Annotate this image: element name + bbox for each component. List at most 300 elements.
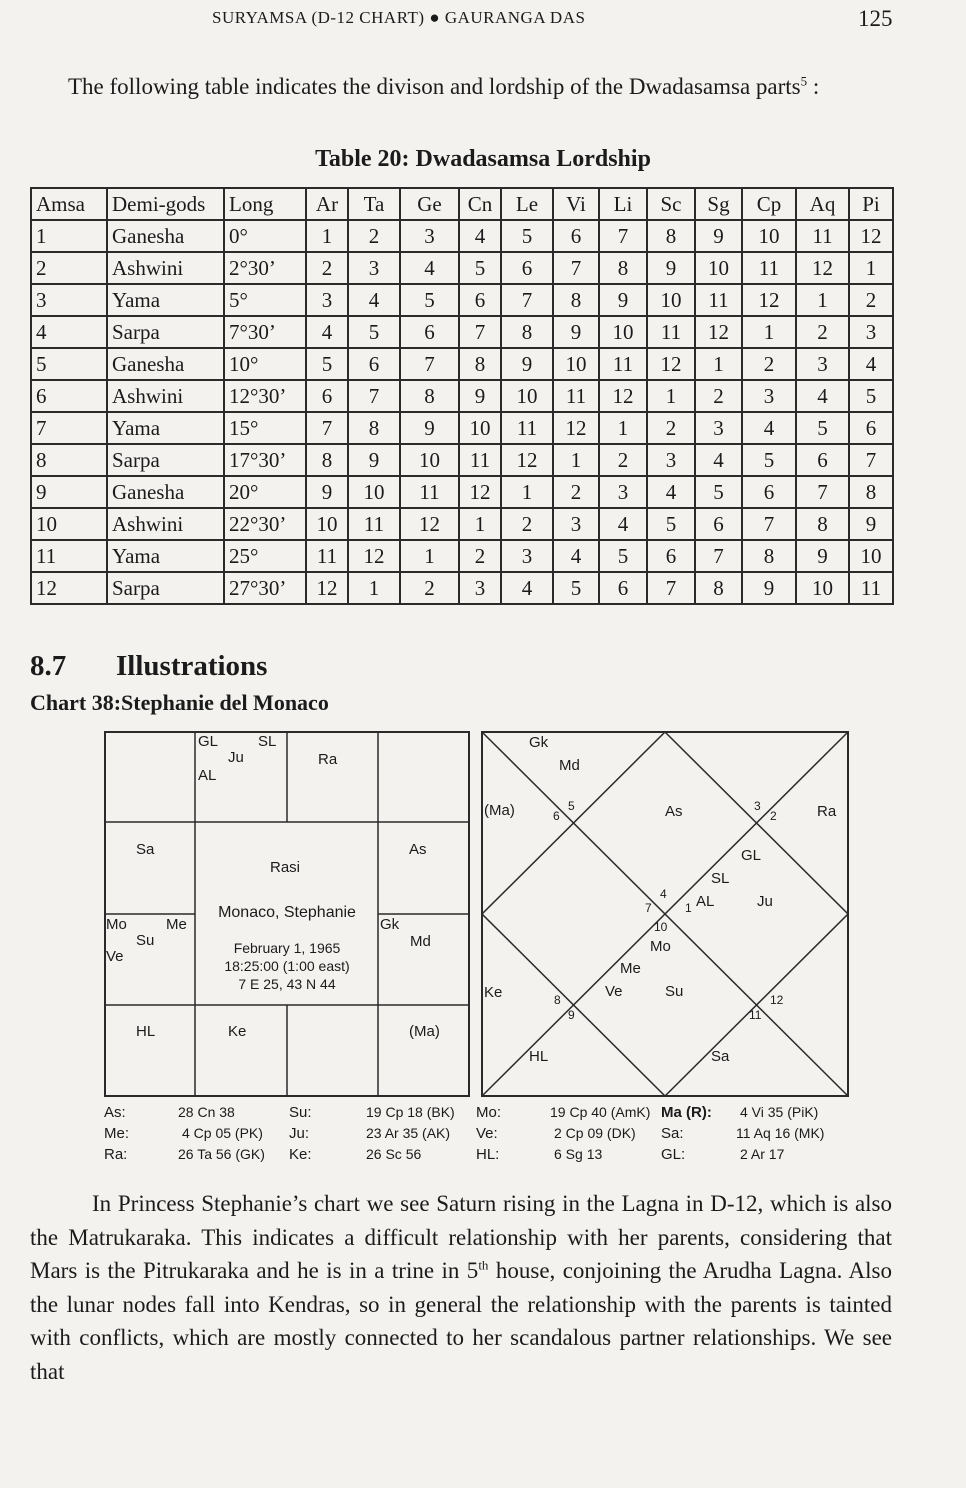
sign-cell: 3 <box>796 348 849 380</box>
sign-cell: 7 <box>459 316 501 348</box>
sign-cell: 10 <box>796 572 849 604</box>
body-text <box>30 1187 892 1388</box>
sign-cell: 3 <box>459 572 501 604</box>
rasi-mo: Mo <box>106 916 127 933</box>
sign-cell: 10 <box>647 284 695 316</box>
ve-value: 2 Cp 09 (DK) <box>554 1125 636 1141</box>
intro-text: The following table indicates the divison and lordship of the Dwadasamsa parts <box>68 74 801 99</box>
ju-key: Ju: <box>289 1125 310 1142</box>
north-sa: Sa <box>711 1048 730 1065</box>
sign-cell: 1 <box>501 476 553 508</box>
rasi-ve: Ve <box>106 948 124 965</box>
table-row <box>31 444 893 476</box>
sign-cell: 1 <box>647 380 695 412</box>
sign-cell: 7 <box>400 348 459 380</box>
sign-cell: 2 <box>459 540 501 572</box>
sign-cell: 9 <box>599 284 647 316</box>
sign-cell: 8 <box>695 572 742 604</box>
demigod-cell: Yama <box>107 284 224 316</box>
gl-value: 2 Ar 17 <box>740 1146 785 1162</box>
sign-cell: Sc <box>647 188 695 220</box>
body-paragraph <box>30 1187 892 1388</box>
sign-cell: 6 <box>742 476 796 508</box>
birth-time: 18:25:00 (1:00 east) <box>224 958 350 974</box>
sign-cell: 11 <box>553 380 599 412</box>
sign-cell: 5 <box>647 508 695 540</box>
rasi-sl: SL <box>258 733 277 750</box>
native-name: Monaco, Stephanie <box>218 904 356 921</box>
sign-cell: 4 <box>599 508 647 540</box>
sign-cell: 7 <box>849 444 893 476</box>
sign-cell: 8 <box>599 252 647 284</box>
sign-cell: 10 <box>400 444 459 476</box>
sign-cell: 7 <box>796 476 849 508</box>
sign-cell: 11 <box>599 348 647 380</box>
sign-cell: 10 <box>348 476 400 508</box>
amsa-cell: 4 <box>31 316 107 348</box>
sign-cell: 9 <box>849 508 893 540</box>
sign-cell: 2 <box>400 572 459 604</box>
longitude-cell: 0° <box>224 220 306 252</box>
sign-cell: 4 <box>695 444 742 476</box>
sign-cell: 8 <box>348 412 400 444</box>
amsa-cell: 1 <box>31 220 107 252</box>
sa-key: Sa: <box>661 1125 684 1142</box>
hl-value: 6 Sg 13 <box>554 1146 603 1162</box>
north-hl: HL <box>529 1048 549 1065</box>
sign-cell: 4 <box>742 412 796 444</box>
amsa-cell: 11 <box>31 540 107 572</box>
gl-key: GL: <box>661 1146 686 1163</box>
north-md: Md <box>559 757 580 774</box>
rasi-ra: Ra <box>318 751 338 768</box>
sign-cell: 10 <box>553 348 599 380</box>
sign-cell: Sg <box>695 188 742 220</box>
house-2: 2 <box>770 809 777 823</box>
sign-cell: 5 <box>695 476 742 508</box>
north-mo: Mo <box>650 938 671 955</box>
rasi-ke: Ke <box>228 1023 247 1040</box>
sign-cell: 12 <box>695 316 742 348</box>
sign-cell: 6 <box>695 508 742 540</box>
longitude-cell: 22°30’ <box>224 508 306 540</box>
section-heading <box>30 650 267 683</box>
details-row <box>104 1146 864 1167</box>
amsa-cell: 8 <box>31 444 107 476</box>
sign-cell: 5 <box>459 252 501 284</box>
sign-cell: 3 <box>647 444 695 476</box>
sign-cell: 9 <box>306 476 348 508</box>
amsa-cell: 3 <box>31 284 107 316</box>
sign-cell: Vi <box>553 188 599 220</box>
table-body <box>31 188 893 604</box>
sign-cell: 2 <box>599 444 647 476</box>
sign-cell: 5 <box>400 284 459 316</box>
sign-cell: Li <box>599 188 647 220</box>
sign-cell: 6 <box>849 412 893 444</box>
sign-cell: 1 <box>742 316 796 348</box>
sign-cell: 9 <box>348 444 400 476</box>
ma-key: Ma (R): <box>661 1104 712 1121</box>
sign-cell: 6 <box>647 540 695 572</box>
demigod-cell: Ashwini <box>107 380 224 412</box>
sign-cell: 12 <box>647 348 695 380</box>
me-key: Me: <box>104 1125 130 1142</box>
amsa-cell: 7 <box>31 412 107 444</box>
sign-cell: 4 <box>647 476 695 508</box>
ordinal-suffix: th <box>478 1257 489 1273</box>
sign-cell: 9 <box>796 540 849 572</box>
sign-cell: 9 <box>742 572 796 604</box>
sign-cell: 6 <box>400 316 459 348</box>
ju-value: 23 Ar 35 (AK) <box>366 1125 451 1141</box>
house-6: 6 <box>553 809 560 823</box>
longitude-cell: 10° <box>224 348 306 380</box>
birth-place: 7 E 25, 43 N 44 <box>238 976 336 992</box>
sign-cell: 5 <box>742 444 796 476</box>
rasi-ma: (Ma) <box>409 1023 440 1040</box>
longitude-cell: 17°30’ <box>224 444 306 476</box>
body-text-2: house, conjoining the Arudha Lagna. Also the lunar nodes fall into Kendras, so in general the relationship with the parents is tainted with conflicts, which are mostly connected to her scandalous partner relationships. We see that <box>30 1258 892 1384</box>
su-value: 19 Cp 18 (BK) <box>366 1104 455 1120</box>
sign-cell: 7 <box>553 252 599 284</box>
ra-key: Ra: <box>104 1146 128 1163</box>
longitude-cell: 7°30’ <box>224 316 306 348</box>
sign-cell: 7 <box>306 412 348 444</box>
demigod-cell: Demi-gods <box>107 188 224 220</box>
sa-value: 11 Aq 16 (MK) <box>736 1125 825 1141</box>
sign-cell: 12 <box>553 412 599 444</box>
sign-cell: 11 <box>306 540 348 572</box>
longitude-cell: Long <box>224 188 306 220</box>
sign-cell: 3 <box>306 284 348 316</box>
house-7: 7 <box>645 901 652 915</box>
table-row <box>31 508 893 540</box>
sign-cell: 12 <box>400 508 459 540</box>
demigod-cell: Sarpa <box>107 444 224 476</box>
su-key: Su: <box>289 1104 312 1121</box>
sign-cell: 10 <box>695 252 742 284</box>
sign-cell: 9 <box>647 252 695 284</box>
sign-cell: Aq <box>796 188 849 220</box>
intro-tail: : <box>807 74 820 99</box>
sign-cell: 8 <box>306 444 348 476</box>
ra-value: 26 Ta 56 (GK) <box>178 1146 265 1162</box>
demigod-cell: Ganesha <box>107 220 224 252</box>
amsa-cell: 10 <box>31 508 107 540</box>
longitude-cell: 12°30’ <box>224 380 306 412</box>
sign-cell: 12 <box>742 284 796 316</box>
table-row <box>31 316 893 348</box>
sign-cell: 5 <box>348 316 400 348</box>
sign-cell: 12 <box>348 540 400 572</box>
sign-cell: 6 <box>306 380 348 412</box>
planet-details <box>104 1104 864 1167</box>
sign-cell: 2 <box>849 284 893 316</box>
sign-cell: 6 <box>599 572 647 604</box>
sign-cell: 5 <box>553 572 599 604</box>
table-row <box>31 380 893 412</box>
demigod-cell: Ganesha <box>107 348 224 380</box>
rasi-chart <box>104 731 470 1097</box>
north-as: As <box>665 803 683 820</box>
longitude-cell: 15° <box>224 412 306 444</box>
sign-cell: 8 <box>796 508 849 540</box>
sign-cell: 1 <box>553 444 599 476</box>
sign-cell: 11 <box>849 572 893 604</box>
sign-cell: 10 <box>742 220 796 252</box>
longitude-cell: 27°30’ <box>224 572 306 604</box>
amsa-cell: 9 <box>31 476 107 508</box>
ma-value: 4 Vi 35 (PiK) <box>740 1104 819 1120</box>
sign-cell: Ta <box>348 188 400 220</box>
table-row <box>31 476 893 508</box>
sign-cell: 10 <box>459 412 501 444</box>
sign-cell: 5 <box>306 348 348 380</box>
house-11: 11 <box>749 1008 762 1022</box>
sign-cell: 2 <box>796 316 849 348</box>
north-ve: Ve <box>605 983 623 1000</box>
rasi-gk: Gk <box>380 916 400 933</box>
sign-cell: 3 <box>599 476 647 508</box>
north-ma: (Ma) <box>484 802 515 819</box>
sign-cell: 11 <box>400 476 459 508</box>
sign-cell: 10 <box>849 540 893 572</box>
sign-cell: 11 <box>695 284 742 316</box>
sign-cell: 9 <box>400 412 459 444</box>
table-caption: Table 20: Dwadasamsa Lordship <box>315 146 651 172</box>
longitude-cell: 5° <box>224 284 306 316</box>
sign-cell: 12 <box>459 476 501 508</box>
sign-cell: 11 <box>501 412 553 444</box>
rasi-hl: HL <box>136 1023 156 1040</box>
rasi-md: Md <box>410 933 431 950</box>
sign-cell: 3 <box>849 316 893 348</box>
north-gl: GL <box>741 847 762 864</box>
north-gk: Gk <box>529 734 549 751</box>
sign-cell: 7 <box>501 284 553 316</box>
sign-cell: 8 <box>849 476 893 508</box>
page-number: 125 <box>858 6 893 31</box>
page-header <box>0 8 966 40</box>
intro-paragraph <box>30 70 900 104</box>
demigod-cell: Sarpa <box>107 572 224 604</box>
north-ju: Ju <box>757 893 773 910</box>
mo-key: Mo: <box>476 1104 502 1121</box>
sign-cell: 2 <box>501 508 553 540</box>
sign-cell: 4 <box>501 572 553 604</box>
demigod-cell: Sarpa <box>107 316 224 348</box>
rasi-ju: Ju <box>228 749 244 766</box>
sign-cell: 5 <box>501 220 553 252</box>
north-ke: Ke <box>484 984 503 1001</box>
sign-cell: 6 <box>796 444 849 476</box>
sign-cell: 2 <box>647 412 695 444</box>
sign-cell: 11 <box>796 220 849 252</box>
me-value: 4 Cp 05 (PK) <box>182 1125 263 1141</box>
rasi-as: As <box>409 841 427 858</box>
as-value: 28 Cn 38 <box>178 1104 235 1120</box>
house-8: 8 <box>554 993 561 1007</box>
rasi-su: Su <box>136 932 155 949</box>
table-row <box>31 220 893 252</box>
sign-cell: 11 <box>647 316 695 348</box>
sign-cell: 4 <box>306 316 348 348</box>
table-row <box>31 412 893 444</box>
sign-cell: 2 <box>348 220 400 252</box>
sign-cell: 4 <box>348 284 400 316</box>
sign-cell: 11 <box>742 252 796 284</box>
sign-cell: 6 <box>459 284 501 316</box>
details-row <box>104 1125 864 1146</box>
mo-value: 19 Cp 40 (AmK) <box>550 1104 651 1120</box>
house-12: 12 <box>770 993 784 1007</box>
sign-cell: 8 <box>647 220 695 252</box>
sign-cell: 1 <box>306 220 348 252</box>
sign-cell: 2 <box>695 380 742 412</box>
sign-cell: 3 <box>553 508 599 540</box>
sign-cell: Ar <box>306 188 348 220</box>
sign-cell: 4 <box>400 252 459 284</box>
hl-key: HL: <box>476 1146 500 1163</box>
table-row <box>31 540 893 572</box>
footnote-marker: 5 <box>800 73 808 89</box>
sign-cell: 7 <box>742 508 796 540</box>
section-number: 8.7 <box>30 650 67 682</box>
sign-cell: 2 <box>553 476 599 508</box>
table-header-row <box>31 188 893 220</box>
table-row <box>31 348 893 380</box>
sign-cell: 1 <box>695 348 742 380</box>
amsa-cell: Amsa <box>31 188 107 220</box>
rasi-gl: GL <box>198 733 219 750</box>
house-10: 10 <box>654 920 668 934</box>
sign-cell: 8 <box>459 348 501 380</box>
north-sl: SL <box>711 870 730 887</box>
details-row <box>104 1104 864 1125</box>
sign-cell: 3 <box>695 412 742 444</box>
sign-cell: Le <box>501 188 553 220</box>
sign-cell: 6 <box>553 220 599 252</box>
north-me: Me <box>620 960 641 977</box>
sign-cell: Ge <box>400 188 459 220</box>
sign-cell: 3 <box>501 540 553 572</box>
ke-key: Ke: <box>289 1146 312 1163</box>
sign-cell: 7 <box>348 380 400 412</box>
amsa-cell: 2 <box>31 252 107 284</box>
sign-cell: 12 <box>849 220 893 252</box>
sign-cell: 3 <box>742 380 796 412</box>
sign-cell: 5 <box>599 540 647 572</box>
sign-cell: 6 <box>348 348 400 380</box>
sign-cell: 2 <box>306 252 348 284</box>
sign-cell: 8 <box>553 284 599 316</box>
chart-caption: Chart 38:Stephanie del Monaco <box>30 690 329 715</box>
sign-cell: 12 <box>599 380 647 412</box>
north-al: AL <box>696 893 715 910</box>
sign-cell: 9 <box>459 380 501 412</box>
sign-cell: 7 <box>647 572 695 604</box>
sign-cell: 9 <box>695 220 742 252</box>
sign-cell: 6 <box>501 252 553 284</box>
longitude-cell: 25° <box>224 540 306 572</box>
sign-cell: 1 <box>459 508 501 540</box>
sign-cell: 4 <box>849 348 893 380</box>
demigod-cell: Ganesha <box>107 476 224 508</box>
sign-cell: 11 <box>459 444 501 476</box>
rasi-me: Me <box>166 916 187 933</box>
longitude-cell: 2°30’ <box>224 252 306 284</box>
sign-cell: 1 <box>849 252 893 284</box>
sign-cell: 1 <box>796 284 849 316</box>
sign-cell: 2 <box>742 348 796 380</box>
sign-cell: 1 <box>400 540 459 572</box>
as-key: As: <box>104 1104 126 1121</box>
ve-key: Ve: <box>476 1125 498 1142</box>
lordship-table <box>30 187 894 605</box>
table-row <box>31 284 893 316</box>
north-grid <box>481 731 849 1097</box>
sign-cell: 10 <box>501 380 553 412</box>
demigod-cell: Ashwini <box>107 252 224 284</box>
sign-cell: 10 <box>306 508 348 540</box>
birth-date: February 1, 1965 <box>233 940 341 956</box>
sign-cell: 8 <box>501 316 553 348</box>
demigod-cell: Yama <box>107 412 224 444</box>
demigod-cell: Ashwini <box>107 508 224 540</box>
north-ra: Ra <box>817 803 837 820</box>
north-su: Su <box>665 983 684 1000</box>
table-row <box>31 572 893 604</box>
running-head: SURYAMSA (D-12 CHART) ● GAURANGA DAS <box>212 8 586 27</box>
sign-cell: 4 <box>459 220 501 252</box>
sign-cell: Pi <box>849 188 893 220</box>
house-1: 1 <box>685 901 692 915</box>
rasi-center-title: Rasi <box>270 859 301 876</box>
house-3: 3 <box>754 799 761 813</box>
sign-cell: 4 <box>796 380 849 412</box>
rasi-al: AL <box>198 767 217 784</box>
sign-cell: 10 <box>599 316 647 348</box>
sign-cell: Cp <box>742 188 796 220</box>
sign-cell: 11 <box>348 508 400 540</box>
table-row <box>31 252 893 284</box>
sign-cell: 1 <box>348 572 400 604</box>
sign-cell: 8 <box>400 380 459 412</box>
sign-cell: 1 <box>599 412 647 444</box>
sign-cell: 7 <box>599 220 647 252</box>
d12-north-chart <box>481 731 849 1097</box>
sign-cell: 9 <box>553 316 599 348</box>
section-title: Illustrations <box>116 650 268 682</box>
amsa-cell: 12 <box>31 572 107 604</box>
house-9: 9 <box>568 1008 575 1022</box>
house-4: 4 <box>660 887 667 901</box>
sign-cell: 8 <box>742 540 796 572</box>
ke-value: 26 Sc 56 <box>366 1146 422 1162</box>
sign-cell: 3 <box>348 252 400 284</box>
rasi-sa: Sa <box>136 841 155 858</box>
sign-cell: 3 <box>400 220 459 252</box>
amsa-cell: 6 <box>31 380 107 412</box>
amsa-cell: 5 <box>31 348 107 380</box>
sign-cell: 4 <box>553 540 599 572</box>
sign-cell: 9 <box>501 348 553 380</box>
sign-cell: 12 <box>796 252 849 284</box>
house-5: 5 <box>568 799 575 813</box>
sign-cell: 12 <box>306 572 348 604</box>
body-text-1: In Princess Stephanie’s chart we see Saturn rising in the Lagna in D-12, which is also the Matrukaraka. This indicates a difficult relationship with her parents, considering that Mars is the Pitrukaraka and he is in a trine in 5 <box>30 1191 892 1283</box>
